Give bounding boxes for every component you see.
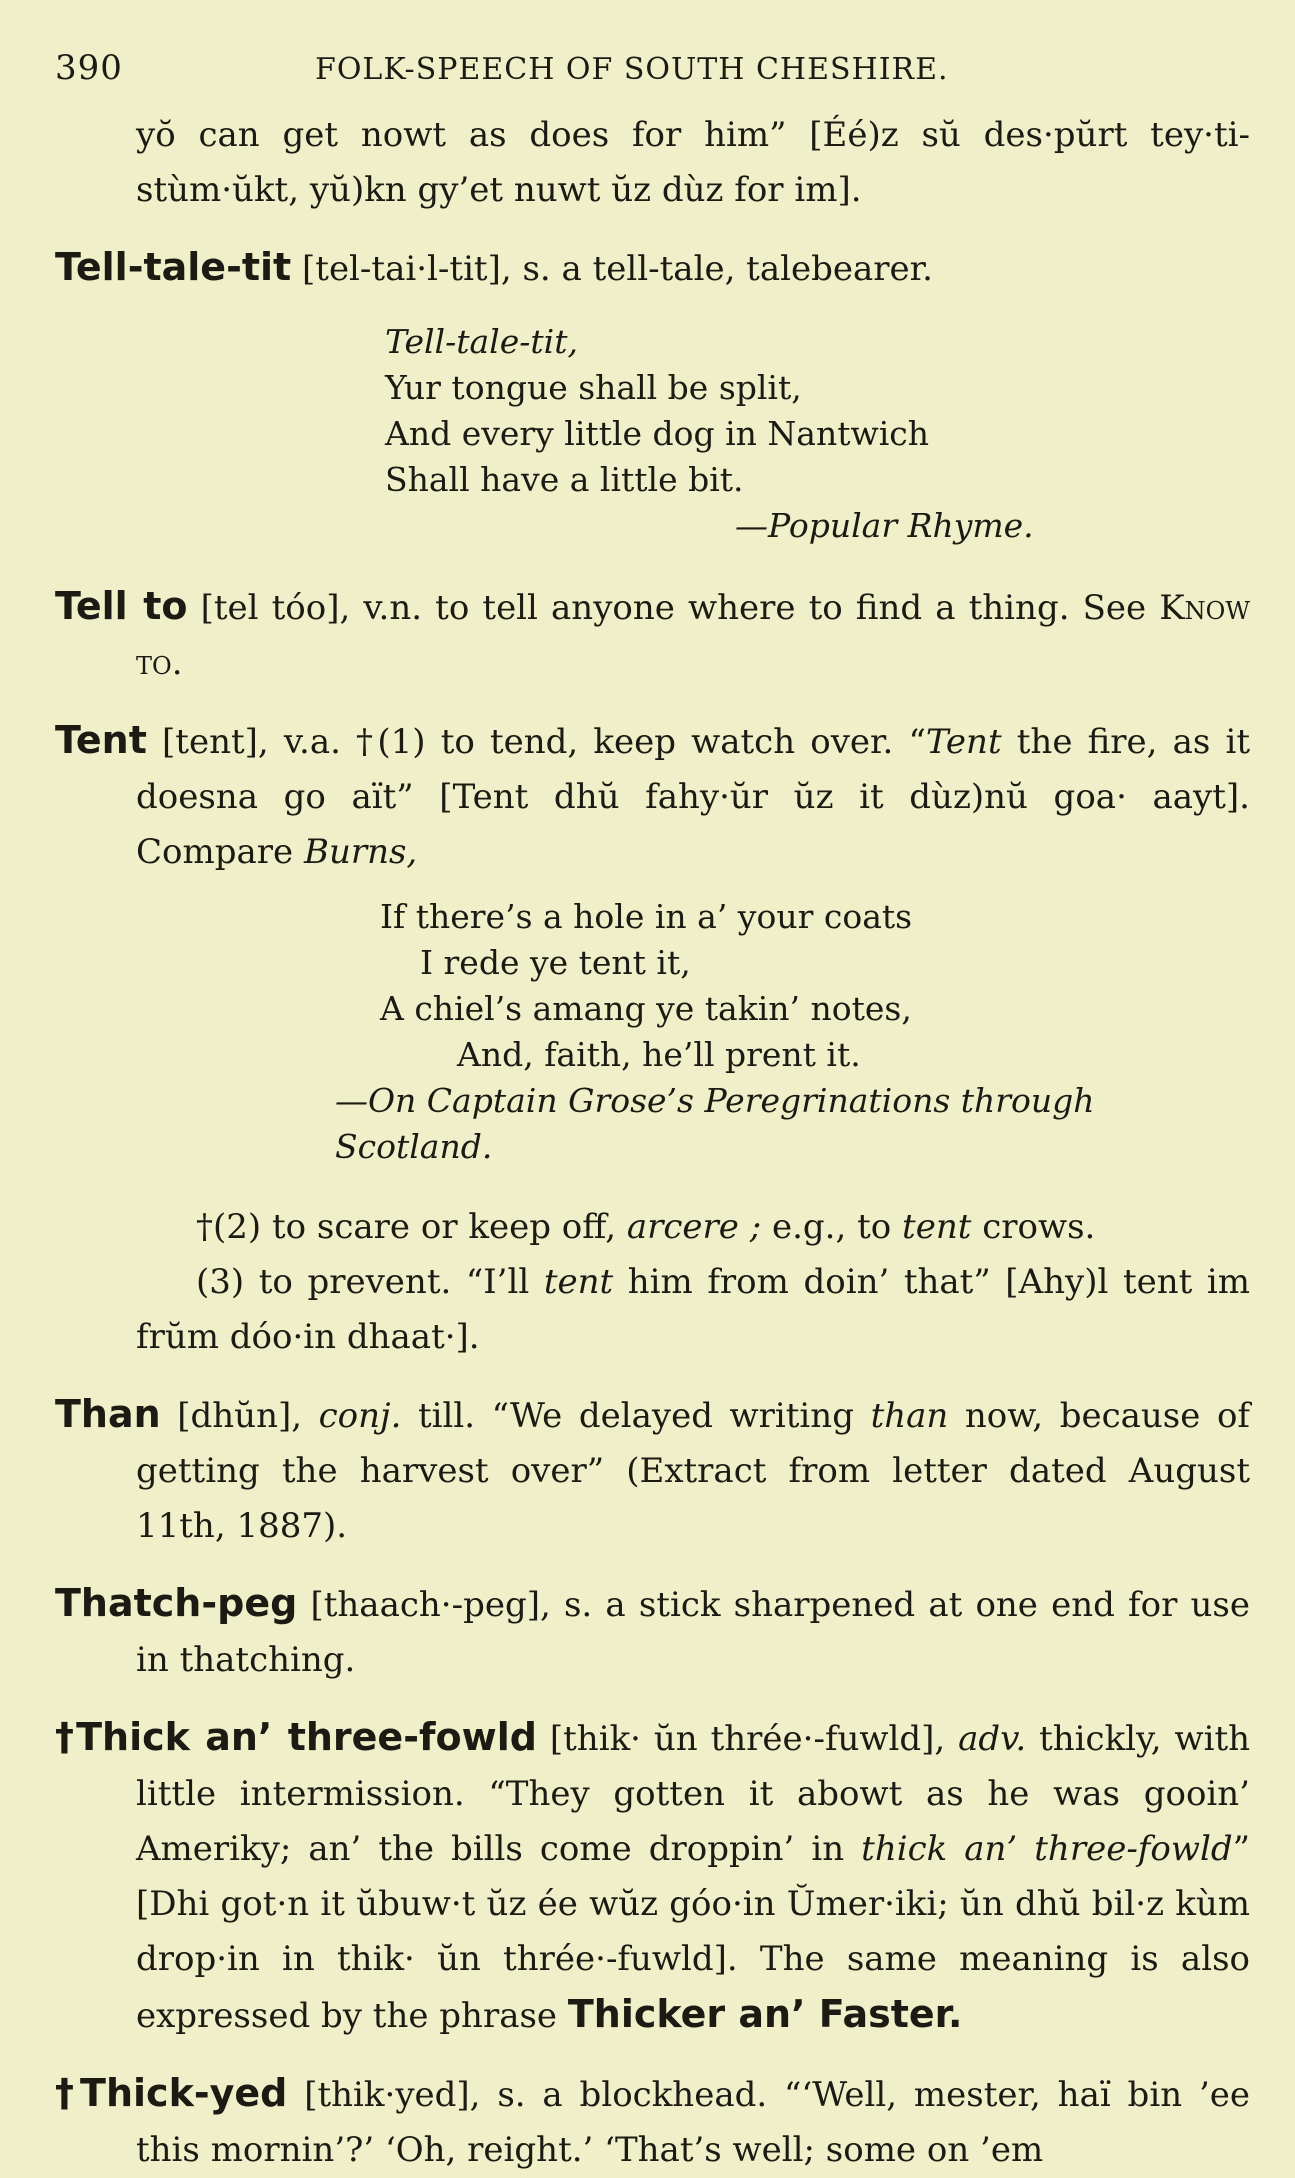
verse-line: Shall have a little bit. bbox=[385, 460, 744, 499]
headword: Tell to bbox=[55, 584, 188, 628]
entry-text: ” [Dhi got·n it ŭbuw·t ŭz ée wŭz góo·in Ŭmer·iki; ŭn dhŭ bil·z kùm drop·in in thik· ŭn thrée·-fuwld]. The same meaning is also expressed by the phrase bbox=[136, 1829, 1250, 2036]
italic-text: thick an’ three-fowld bbox=[861, 1829, 1233, 1869]
entry-text: †(2) to scare or keep off, bbox=[196, 1207, 627, 1247]
italic-text: Burns, bbox=[303, 832, 418, 872]
verse-line: And, faith, he’ll prent it. bbox=[457, 1035, 861, 1074]
verse-line: And every little dog in Nantwich bbox=[385, 414, 930, 453]
headword: †Thick an’ three-fowld bbox=[55, 1715, 537, 1759]
verse-line: Yur tongue shall be split, bbox=[385, 368, 802, 407]
entry-text: [dhŭn], bbox=[160, 1396, 319, 1436]
entry-thick-an-three-fowld bbox=[55, 1710, 1250, 2044]
verse-attribution: —On Captain Grose’s Peregrinations through Scotland. bbox=[335, 1081, 1095, 1166]
italic-text: adv. bbox=[958, 1719, 1027, 1759]
entry-text: [thaach·-peg], s. a stick sharpened at one end for use in thatching. bbox=[136, 1585, 1250, 1680]
entry-text: [thik· ŭn thrée·-fuwld], bbox=[536, 1719, 959, 1759]
entry-thatch-peg bbox=[55, 1576, 1250, 1688]
verse-burns bbox=[55, 894, 1250, 1170]
entry-text: till. “We delayed writing bbox=[401, 1396, 871, 1436]
verse-line: If there’s a hole in a’ your coats bbox=[380, 897, 913, 936]
entry-text: [tel tóo], v.n. to tell anyone where to find a thing. See bbox=[187, 588, 1160, 628]
italic-text: arcere ; bbox=[626, 1207, 762, 1247]
entry-thick-yed bbox=[55, 2066, 1250, 2178]
headword: †Thick-yed bbox=[55, 2071, 288, 2115]
italic-text: conj. bbox=[318, 1396, 402, 1436]
continued-text: yŏ can get nowt as does for him” [Éé)z sŭ des·pŭrt tey·ti-stùm·ŭkt, yŭ)kn gy’et nuwt ŭz dùz for im]. bbox=[136, 115, 1250, 210]
verse-attribution: —Popular Rhyme. bbox=[735, 506, 1034, 545]
entry-text: [thik·yed], s. a blockhead. “‘Well, mester, haï bin ’ee this mornin’?’ ‘Oh, reight.’ ‘That’s well; some on ’em bbox=[136, 2075, 1250, 2170]
entry-text: crows. bbox=[971, 1207, 1096, 1247]
entry-text: e.g., to bbox=[761, 1207, 903, 1247]
verse-line: I rede ye tent it, bbox=[420, 943, 691, 982]
entry-text: him from doin’ that” [Ahy)l tent im frŭm dóo·in dhaat·]. bbox=[136, 1262, 1250, 1357]
bold-phrase: Thicker an’ Faster. bbox=[567, 1992, 963, 2036]
entry-text: the fire, as it doesna go aït” [Tent dhŭ fahy·ŭr ŭz it dùz)nŭ goa· aayt]. Compare bbox=[136, 722, 1250, 872]
entry-than bbox=[55, 1387, 1250, 1554]
page-title: FOLK-SPEECH OF SOUTH CHESHIRE. bbox=[315, 52, 949, 87]
verse-line: A chiel’s amang ye takin’ notes, bbox=[380, 989, 912, 1028]
headword: Than bbox=[55, 1392, 161, 1436]
tent-sense-2 bbox=[55, 1200, 1250, 1255]
entry-text: now, because of getting the harvest over” (Extract from letter dated August 11th, 1887). bbox=[136, 1396, 1250, 1546]
headword: Tell-tale-tit bbox=[55, 245, 292, 289]
entry-tent bbox=[55, 713, 1250, 880]
headword: Thatch-peg bbox=[55, 1581, 298, 1625]
entry-tell-tale-tit bbox=[55, 240, 1250, 297]
entry-text: [tent], v.a. †(1) to tend, keep watch over. “ bbox=[146, 722, 926, 762]
entry-text: (3) to prevent. “I’ll bbox=[196, 1262, 544, 1302]
entry-text: thickly, with little intermission. “They gotten it abowt as he was gooin’ Ameriky; an’ the bills come droppin’ in bbox=[136, 1719, 1251, 1869]
italic-text: tent bbox=[902, 1207, 972, 1247]
entry-tell-to bbox=[55, 579, 1250, 691]
verse-line: Tell-tale-tit, bbox=[385, 322, 578, 361]
verse-popular-rhyme bbox=[55, 319, 1250, 549]
running-head bbox=[55, 48, 1250, 108]
italic-text: than bbox=[870, 1396, 949, 1436]
page-number: 390 bbox=[55, 48, 123, 88]
italic-text: Tent bbox=[925, 722, 1002, 762]
entry-text: . bbox=[171, 643, 183, 683]
italic-text: tent bbox=[543, 1262, 614, 1302]
entry-text: [tel-tai·l-tit], s. a tell-tale, talebearer. bbox=[291, 249, 933, 289]
tent-sense-3 bbox=[55, 1255, 1250, 1365]
cross-reference: Know to bbox=[136, 588, 1250, 683]
headword: Tent bbox=[55, 718, 147, 762]
